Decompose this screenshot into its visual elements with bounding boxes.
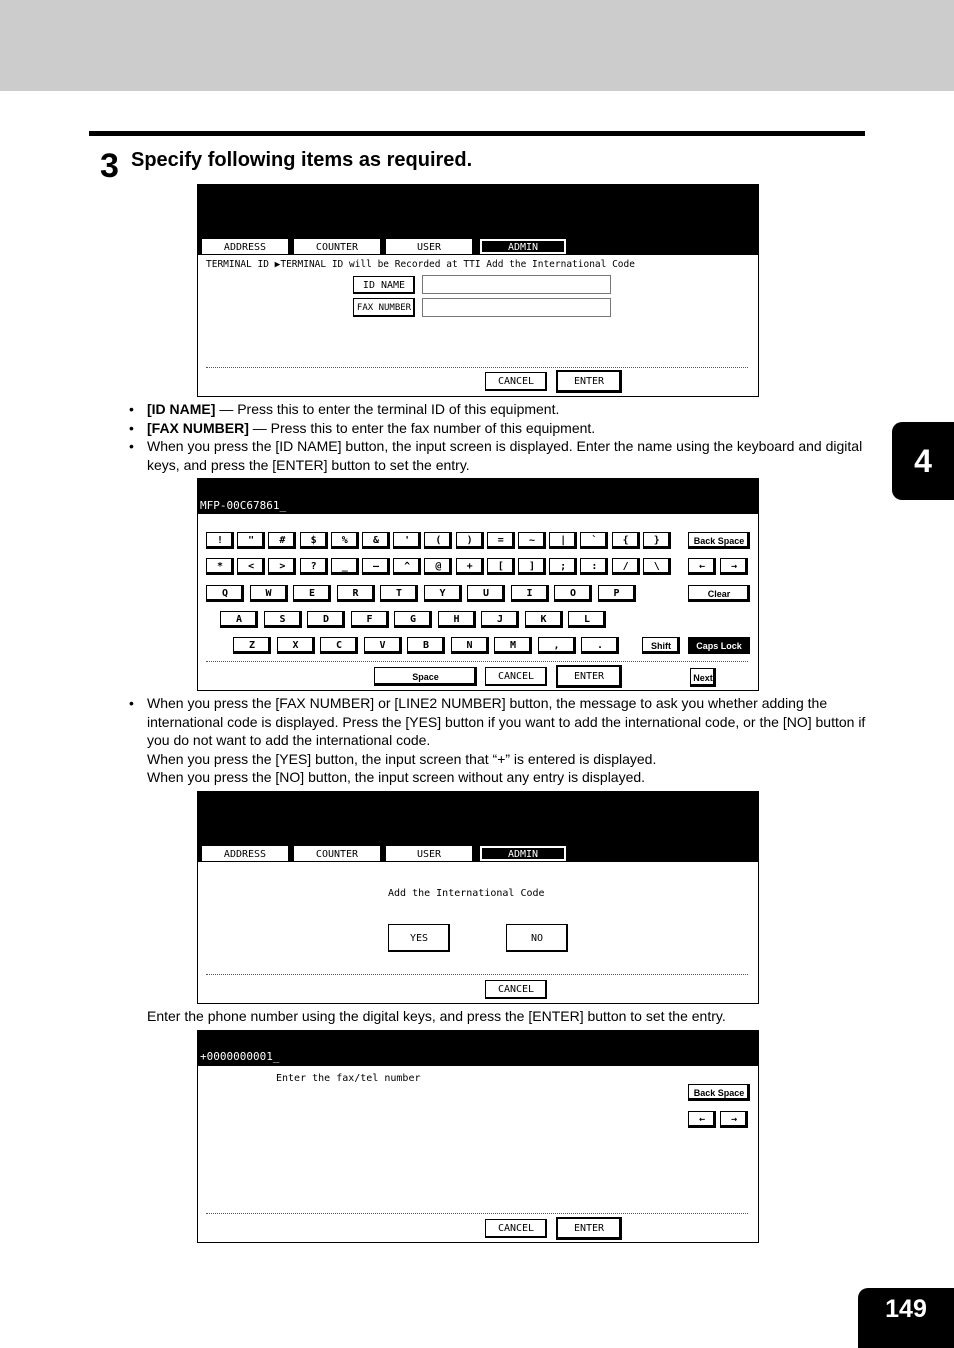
keyboard-key[interactable]: N xyxy=(451,637,489,654)
keyboard-key[interactable]: @ xyxy=(424,558,452,575)
keyboard-key[interactable]: O xyxy=(554,585,592,602)
tab-counter[interactable]: COUNTER xyxy=(294,239,380,254)
keyboard-key[interactable]: E xyxy=(293,585,331,602)
keyboard-key[interactable]: ? xyxy=(300,558,328,575)
prompt: Enter the fax/tel number xyxy=(276,1073,421,1084)
bullet-id-name: • [ID NAME] — Press this to enter the terminal ID of this equipment. xyxy=(129,401,560,417)
fax-number-button[interactable]: FAX NUMBER xyxy=(353,298,415,317)
bullet-international-code: • When you press the [FAX NUMBER] or [LINE2 NUMBER] button, the message to ask you whether adding the international code is displayed. Press the [YES] button if you want to add the international code, or the [NO] button if you do not want to add the international code. xyxy=(129,695,866,748)
enter-button[interactable]: ENTER xyxy=(556,665,622,688)
divider xyxy=(206,974,748,975)
keyboard-key[interactable]: A xyxy=(220,611,258,628)
info-line: TERMINAL ID ▶TERMINAL ID will be Recorded at TTI Add the International Code xyxy=(206,259,635,270)
tab-address[interactable]: ADDRESS xyxy=(202,846,288,861)
keyboard-key[interactable]: R xyxy=(337,585,375,602)
keyboard-key[interactable]: } xyxy=(643,532,671,549)
bullet-fax-number: • [FAX NUMBER] — Press this to enter the fax number of this equipment. xyxy=(129,419,596,436)
keyboard-key[interactable]: % xyxy=(331,532,359,549)
keyboard-key[interactable]: L xyxy=(568,611,606,628)
section-rule xyxy=(89,131,865,136)
keyboard-key[interactable]: / xyxy=(612,558,640,575)
keyboard-screen xyxy=(197,478,759,691)
keyboard-key[interactable]: [ xyxy=(487,558,515,575)
keyboard-key[interactable]: U xyxy=(467,585,505,602)
keyboard-key[interactable]: $ xyxy=(300,532,328,549)
chapter-tab: 4 xyxy=(892,422,954,500)
cancel-button[interactable]: CANCEL xyxy=(485,667,547,686)
id-name-field[interactable] xyxy=(422,275,611,294)
tab-admin[interactable]: ADMIN xyxy=(480,846,566,861)
keyboard-key[interactable]: W xyxy=(250,585,288,602)
bullet-list-1 xyxy=(129,400,869,474)
next-key[interactable]: Next xyxy=(690,668,716,687)
id-name-button[interactable]: ID NAME xyxy=(353,276,415,294)
phone-instruction: Enter the phone number using the digital keys, and press the [ENTER] button to set the entry. xyxy=(147,1008,726,1024)
keyboard-key[interactable]: D xyxy=(307,611,345,628)
keyboard-key[interactable]: " xyxy=(237,532,265,549)
step-title: Specify following items as required. xyxy=(131,149,473,171)
input-bar xyxy=(198,1031,758,1066)
keyboard-key[interactable]: M xyxy=(494,637,532,654)
keyboard-key[interactable]: Z xyxy=(233,637,271,654)
clear-key[interactable]: Clear xyxy=(688,585,750,602)
keyboard-key[interactable]: < xyxy=(237,558,265,575)
keyboard-key[interactable]: C xyxy=(320,637,358,654)
bullet-list-2 xyxy=(129,694,869,787)
yes-button[interactable]: YES xyxy=(388,924,450,952)
keyboard-key[interactable]: , xyxy=(538,637,576,654)
keyboard-key[interactable]: | xyxy=(549,532,577,549)
cancel-button[interactable]: CANCEL xyxy=(485,372,547,391)
keyboard-key[interactable]: + xyxy=(456,558,484,575)
fax-number-screen xyxy=(197,1030,759,1243)
keyboard-key[interactable]: ^ xyxy=(393,558,421,575)
keyboard-key[interactable]: Q xyxy=(206,585,244,602)
keyboard-key[interactable]: V xyxy=(364,637,402,654)
no-button[interactable]: NO xyxy=(506,924,568,952)
keyboard-key[interactable]: H xyxy=(438,611,476,628)
keyboard-key[interactable]: ) xyxy=(456,532,484,549)
page-number: 149 xyxy=(858,1288,954,1348)
divider xyxy=(206,1213,748,1214)
keyboard-key[interactable]: > xyxy=(268,558,296,575)
keyboard-key[interactable]: { xyxy=(612,532,640,549)
keyboard-key[interactable]: B xyxy=(407,637,445,654)
bullet-input-screen: • When you press the [ID NAME] button, the input screen is displayed. Enter the name using the keyboard and digital keys, and press the [ENTER] button to set the entry. xyxy=(129,438,863,473)
divider xyxy=(206,367,748,368)
fax-number-field[interactable] xyxy=(422,298,611,317)
tab-user[interactable]: USER xyxy=(386,846,472,861)
keyboard-key[interactable]: \ xyxy=(643,558,671,575)
keyboard-key[interactable]: X xyxy=(277,637,315,654)
left-arrow-key[interactable]: ← xyxy=(688,558,716,575)
left-arrow-key[interactable]: ← xyxy=(688,1111,716,1128)
keyboard-key[interactable]: J xyxy=(481,611,519,628)
international-code-screen xyxy=(197,791,759,1004)
input-value[interactable]: MFP-00C67861_ xyxy=(200,499,287,512)
keyboard-key[interactable]: ~ xyxy=(518,532,546,549)
keyboard-key[interactable]: ! xyxy=(206,532,234,549)
terminal-id-screen xyxy=(197,184,759,397)
keyboard-key[interactable]: F xyxy=(351,611,389,628)
keyboard-key[interactable]: ' xyxy=(393,532,421,549)
keyboard-key[interactable]: G xyxy=(394,611,432,628)
keyboard-key[interactable]: # xyxy=(268,532,296,549)
input-value[interactable]: +0000000001_ xyxy=(200,1050,280,1063)
shift-key[interactable]: Shift xyxy=(642,637,680,654)
keyboard-key[interactable]: * xyxy=(206,558,234,575)
keyboard-key[interactable]: Y xyxy=(424,585,462,602)
caps-lock-key[interactable]: Caps Lock xyxy=(688,637,750,654)
cancel-button[interactable]: CANCEL xyxy=(485,980,547,999)
cancel-button[interactable]: CANCEL xyxy=(485,1219,547,1238)
keyboard-key[interactable]: S xyxy=(264,611,302,628)
keyboard-key[interactable]: I xyxy=(511,585,549,602)
enter-button[interactable]: ENTER xyxy=(556,1217,622,1240)
keyboard-key[interactable]: & xyxy=(362,532,390,549)
keyboard-key[interactable]: = xyxy=(487,532,515,549)
keyboard-key[interactable]: ; xyxy=(549,558,577,575)
tab-admin[interactable]: ADMIN xyxy=(480,239,566,254)
tab-counter[interactable]: COUNTER xyxy=(294,846,380,861)
step-number: 3 xyxy=(100,147,119,185)
keyboard-key[interactable]: : xyxy=(580,558,608,575)
keyboard-key[interactable]: — xyxy=(362,558,390,575)
bullet-no-note: When you press the [NO] button, the input screen without any entry is displayed. xyxy=(147,769,646,785)
space-key[interactable]: Space xyxy=(374,667,477,686)
enter-button[interactable]: ENTER xyxy=(556,370,622,393)
tab-address[interactable]: ADDRESS xyxy=(202,239,288,254)
right-arrow-key[interactable]: → xyxy=(720,558,748,575)
keyboard-key[interactable]: ] xyxy=(518,558,546,575)
divider xyxy=(206,661,748,662)
right-arrow-key[interactable]: → xyxy=(720,1111,748,1128)
top-band xyxy=(0,0,954,91)
keyboard-key[interactable]: ( xyxy=(424,532,452,549)
keyboard-key[interactable]: P xyxy=(598,585,636,602)
keyboard-key[interactable]: K xyxy=(525,611,563,628)
keyboard-key[interactable]: ` xyxy=(580,532,608,549)
backspace-key[interactable]: Back Space xyxy=(688,1084,750,1101)
keyboard-key[interactable]: . xyxy=(581,637,619,654)
tab-user[interactable]: USER xyxy=(386,239,472,254)
bullet-yes-note: When you press the [YES] button, the input screen that “+” is entered is displayed. xyxy=(147,750,657,767)
backspace-key[interactable]: Back Space xyxy=(688,532,750,549)
keyboard-key[interactable]: T xyxy=(380,585,418,602)
keyboard-key[interactable]: _ xyxy=(331,558,359,575)
message: Add the International Code xyxy=(388,888,545,899)
